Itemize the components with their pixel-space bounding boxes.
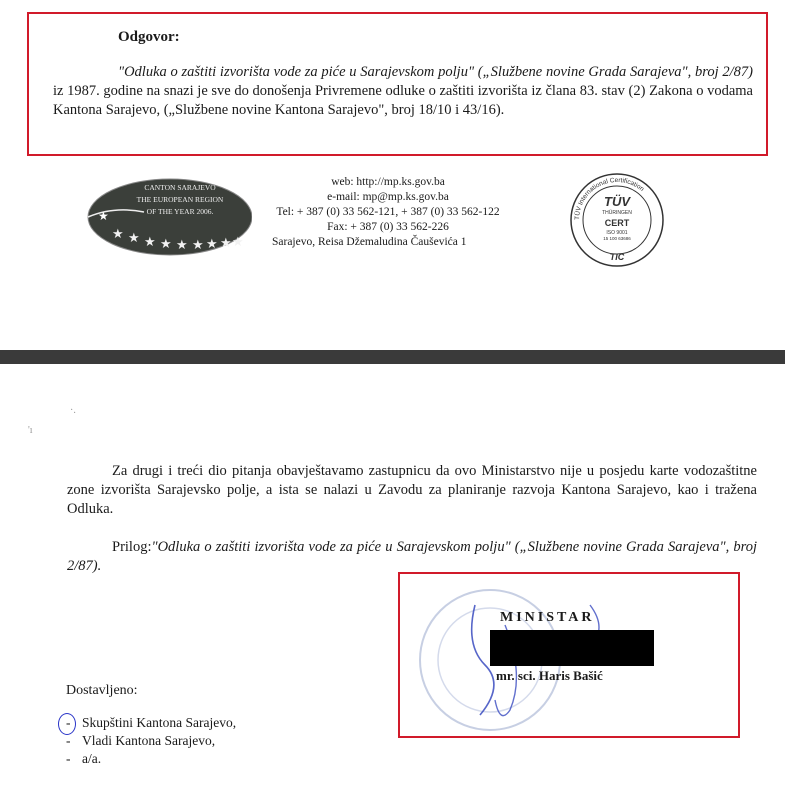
cert-sub: THÜRINGEN <box>602 210 632 216</box>
cert-ring-text: TÜV International Certification <box>573 176 646 221</box>
svg-text:★: ★ <box>220 236 232 251</box>
phone-numbers: Tel: + 387 (0) 33 562-121, + 387 (0) 33 562-122 <box>276 206 500 218</box>
email-link[interactable]: e-mail: mp@mp.ks.gov.ba <box>327 191 449 203</box>
body-text: Za drugi i treći dio pitanja obavještavamo zastupnicu da ovo Ministarstvo nije u posjedu karte vodozaštitne zone izvorišta Sarajevsko polje, a ista se nalazi u Zavodu za planiranje razvoja Kantona Sarajevo, kao i tražena Odluka. <box>67 463 757 517</box>
svg-text:★: ★ <box>98 209 109 223</box>
attachment-text: "Odluka o zaštiti izvorišta vode za piće u Sarajevskom polju" („Službene novine Grada Sarajeva", broj 2/87). <box>67 539 757 574</box>
answer-text: iz 1987. godine na snazi je sve do donošenja Privremene odluke o zaštiti izvorišta iz člana 83. stav (2) Zakona o vodama Kantona Sarajevo, („Službene novine Kantona Sarajevo", broj 18/10 i 43/16). <box>53 83 753 118</box>
scan-speck: 'ı <box>28 425 33 436</box>
attachment-label: Prilog: <box>112 539 152 555</box>
answer-heading: Odgovor: <box>118 29 180 45</box>
recipient-item <box>66 733 215 749</box>
svg-text:★: ★ <box>176 238 188 253</box>
address: Sarajevo, Reisa Džemaludina Čauševića 1 <box>272 236 467 248</box>
list-dash: - <box>66 715 71 730</box>
cert-number: 15 100 63686 <box>603 236 631 241</box>
attachment-paragraph <box>67 538 757 576</box>
signature-title: MINISTAR <box>500 610 595 625</box>
svg-text:★: ★ <box>128 231 140 246</box>
logo-line-1: CANTON SARAJEVO <box>144 183 216 192</box>
logo-line-2: THE EUROPEAN REGION <box>136 195 224 204</box>
svg-text:★: ★ <box>112 227 124 242</box>
list-dash: - <box>66 751 71 766</box>
recipient-label: a/a. <box>82 751 102 766</box>
page-separator <box>0 350 785 364</box>
svg-text:★: ★ <box>232 235 244 250</box>
signatory-name: mr. sci. Haris Bašić <box>496 668 603 683</box>
recipient-item <box>66 715 236 731</box>
svg-text:★: ★ <box>192 238 204 253</box>
cert-brand: TÜV <box>604 194 630 209</box>
cert-bottom: TIC <box>609 252 625 262</box>
recipient-item <box>66 751 101 767</box>
svg-text:★: ★ <box>206 237 218 252</box>
tuv-cert-icon <box>567 170 667 270</box>
fax-number: Fax: + 387 (0) 33 562-226 <box>327 221 449 233</box>
document-page-1 <box>0 0 785 350</box>
body-paragraph <box>67 462 757 519</box>
redacted-signature <box>490 630 654 666</box>
contact-info <box>252 175 524 250</box>
svg-text:★: ★ <box>160 237 172 252</box>
recipient-label: Vladi Kantona Sarajevo, <box>82 733 216 748</box>
recipient-label: Skupštini Kantona Sarajevo, <box>82 715 237 730</box>
distribution-label: Dostavljeno: <box>66 683 138 698</box>
cert-label: CERT <box>604 218 630 228</box>
svg-text:★: ★ <box>144 235 156 250</box>
scan-speck: ·. <box>70 405 76 416</box>
web-link[interactable]: web: http://mp.ks.gov.ba <box>331 176 445 188</box>
answer-quote: "Odluka o zaštiti izvorišta vode za piće u Sarajevskom polju" („Službene novine Grada Sarajeva", broj 2/87) <box>118 64 753 80</box>
canton-sarajevo-logo <box>84 176 252 258</box>
logo-line-3: OF THE YEAR 2006. <box>146 207 214 216</box>
cert-iso: ISO 9001 <box>606 230 628 236</box>
list-dash: - <box>66 733 71 748</box>
answer-paragraph <box>53 63 753 120</box>
